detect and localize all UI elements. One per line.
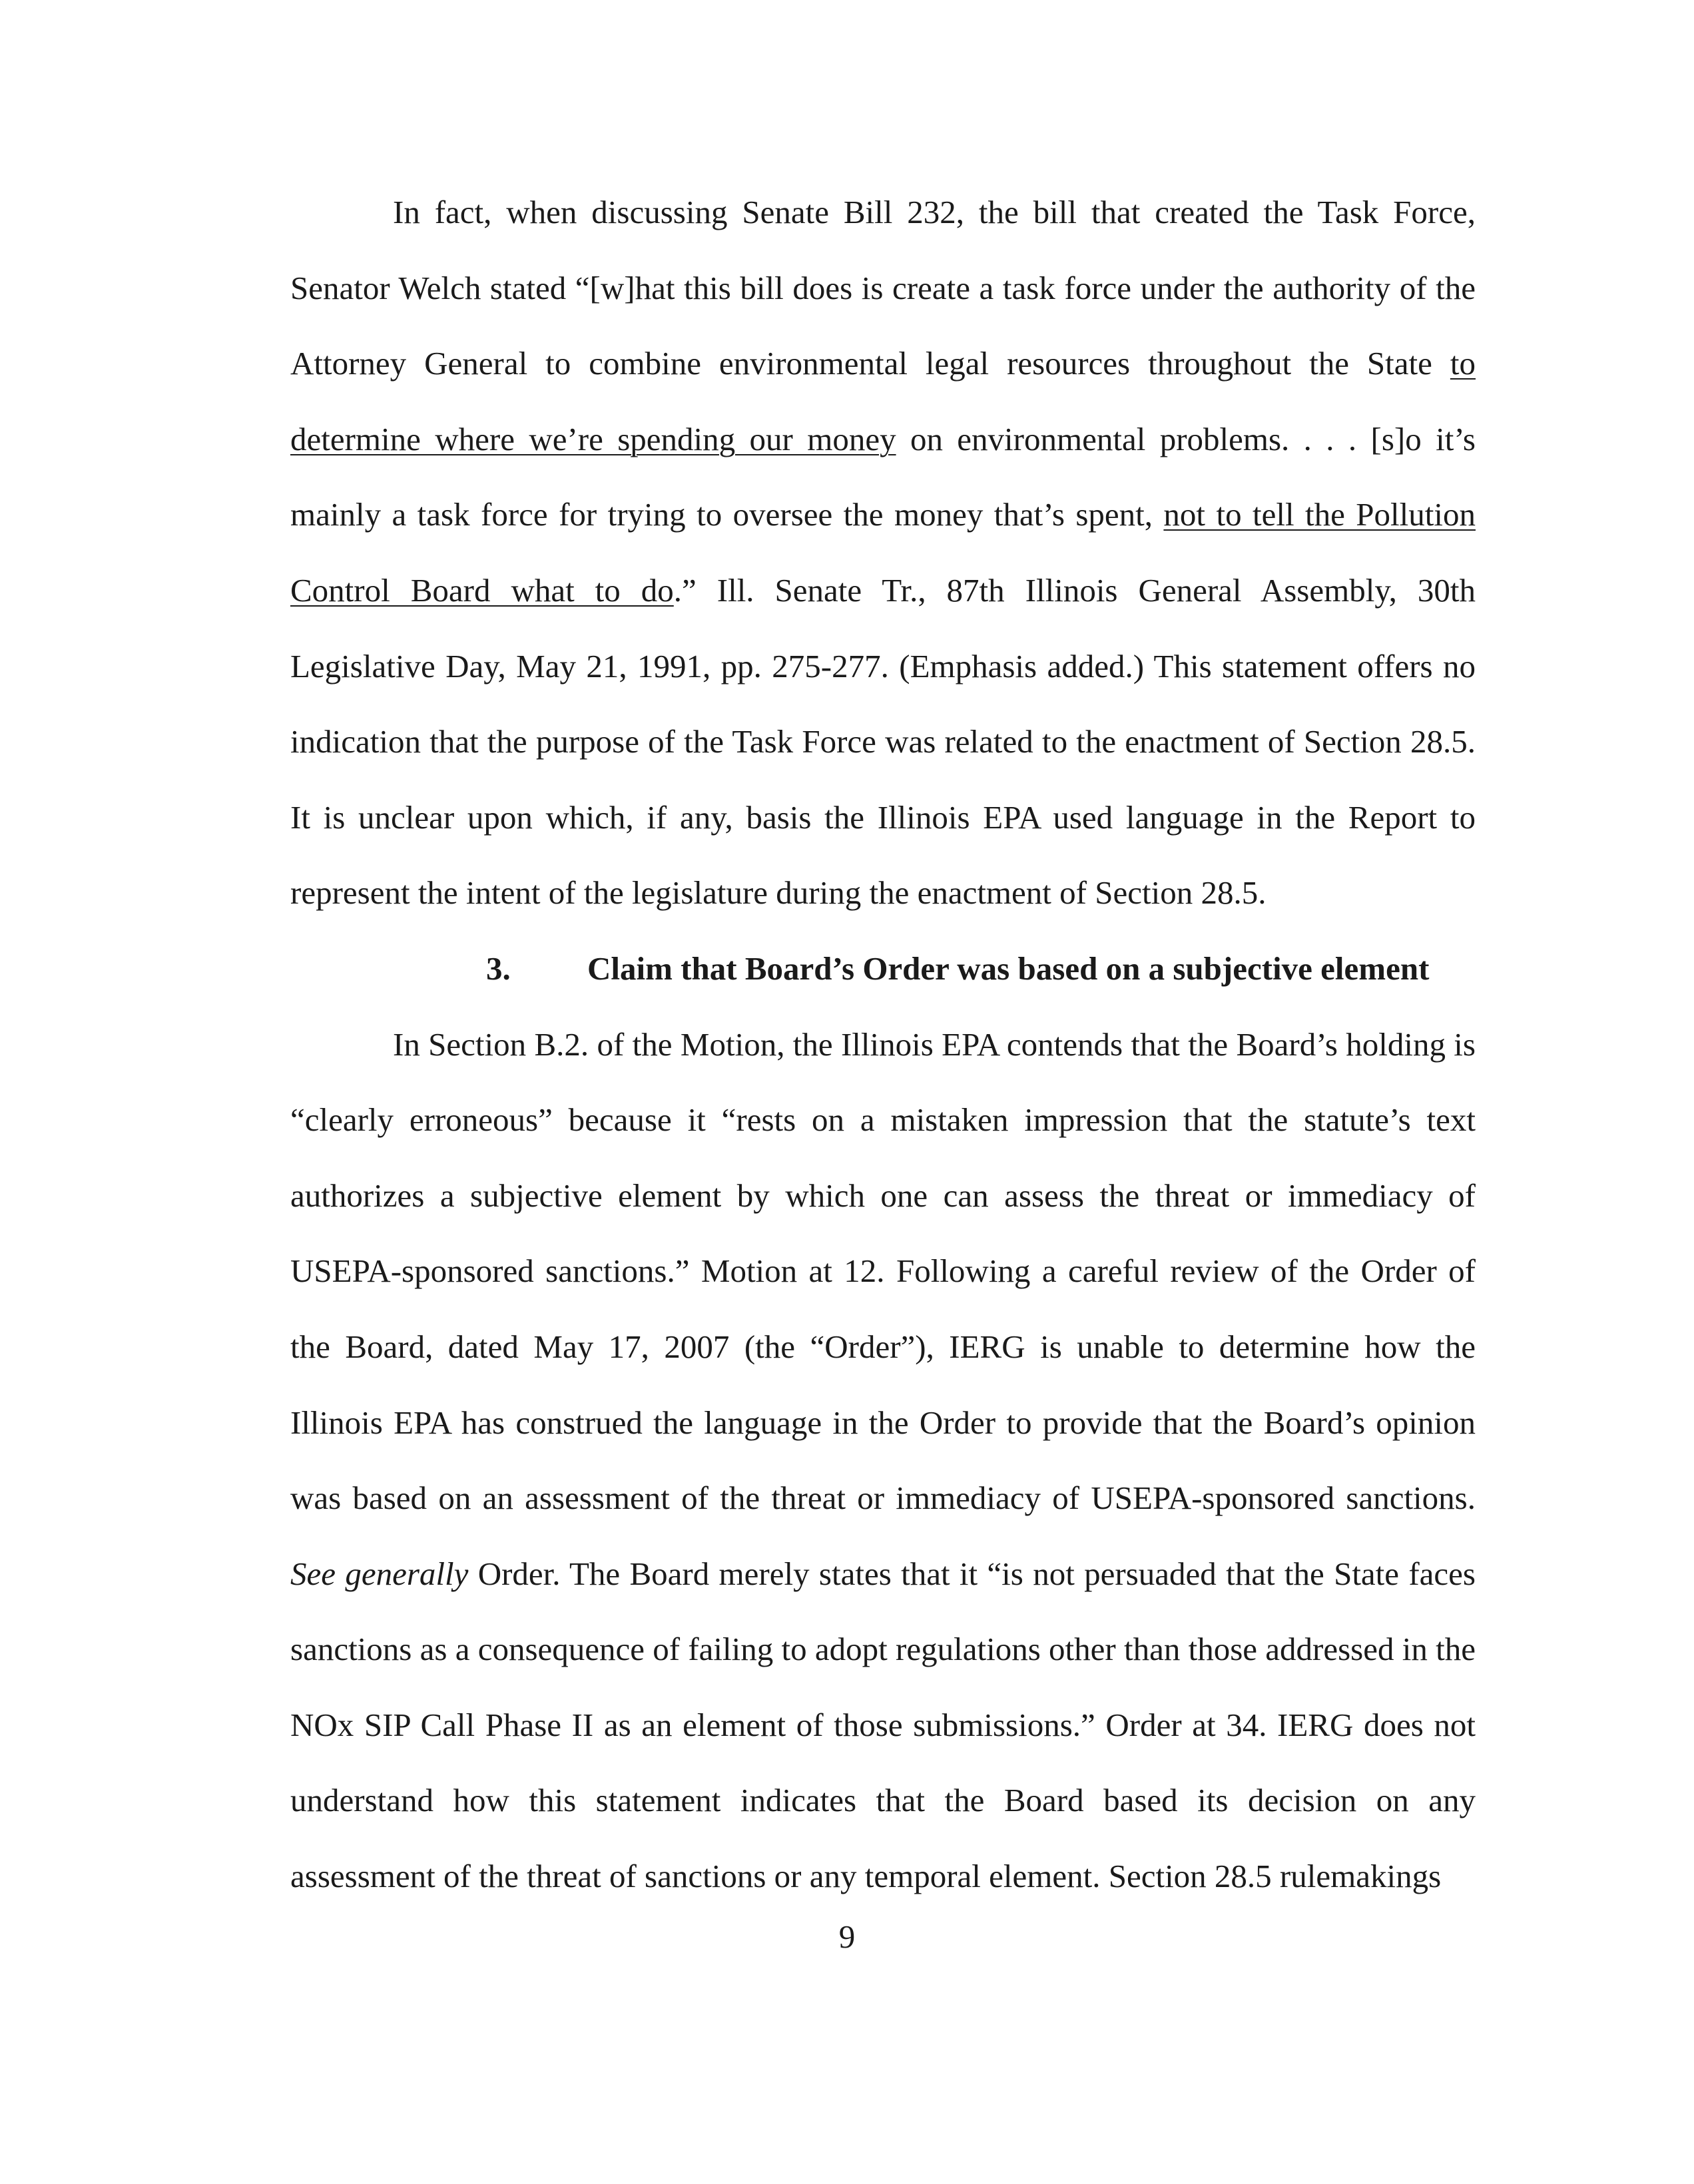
underlined-quote-spending: to determine where we’re spending our money bbox=[290, 345, 1476, 457]
citation-signal-see-generally: See generally bbox=[290, 1555, 469, 1592]
document-body bbox=[290, 174, 1476, 1914]
paragraph-subjective-text-2: Order. The Board merely states that it “is not persuaded that the State faces sanctions as a consequence of failing to adopt regulations other than those addressed in the NOx SIP Call Phase II as an element of those submissions.” Order at 34. IERG does not understand how this statement indicates that the Board based its decision on any assessment of the threat of sanctions or any temporal element. Section 28.5 rulemakings bbox=[290, 1555, 1476, 1895]
section-heading-title: Claim that Board’s Order was based on a subjective element bbox=[587, 950, 1430, 987]
section-heading bbox=[290, 931, 1476, 1007]
section-heading-number: 3. bbox=[486, 950, 511, 987]
paragraph-task-force-text-2: on environmental problems. . . . [s]o it’s mainly a task force for trying to oversee the money that’s spent, bbox=[290, 420, 1476, 533]
page-number: 9 bbox=[838, 1918, 856, 1955]
paragraph-task-force-text-1: In fact, when discussing Senate Bill 232, the bill that created the Task Force, Senator Welch stated “[w]hat this bill does is create a task force under the authority of the Attorney General to combine environmental legal resources throughout the State bbox=[290, 194, 1476, 382]
paragraph-subjective-element bbox=[290, 1007, 1476, 1914]
underlined-quote-pollution-board: not to tell the Pollution Control Board what to do bbox=[290, 496, 1476, 609]
paragraph-task-force-text-3: .” Ill. Senate Tr., 87th Illinois General Assembly, 30th Legislative Day, May 21, 1991, pp. 275-277. (Emphasis added.) This statement offers no indication that the purpose of the Task Force was related to the enactment of Section 28.5. It is unclear upon which, if any, basis the Illinois EPA used language in the Report to represent the intent of the legislature during the enactment of Section 28.5. bbox=[290, 571, 1476, 912]
paragraph-task-force bbox=[290, 174, 1476, 931]
paragraph-subjective-text-1: In Section B.2. of the Motion, the Illinois EPA contends that the Board’s holding is “clearly erroneous” because it “rests on a mistaken impression that the statute’s text authorizes a subjective element by which one can assess the threat or immediacy of USEPA-sponsored sanctions.” Motion at 12. Following a careful review of the Order of the Board, dated May 17, 2007 (the “Order”), IERG is unable to determine how the Illinois EPA has construed the language in the Order to provide that the Board’s opinion was based on an assessment of the threat or immediacy of USEPA-sponsored sanctions. bbox=[290, 1025, 1476, 1517]
